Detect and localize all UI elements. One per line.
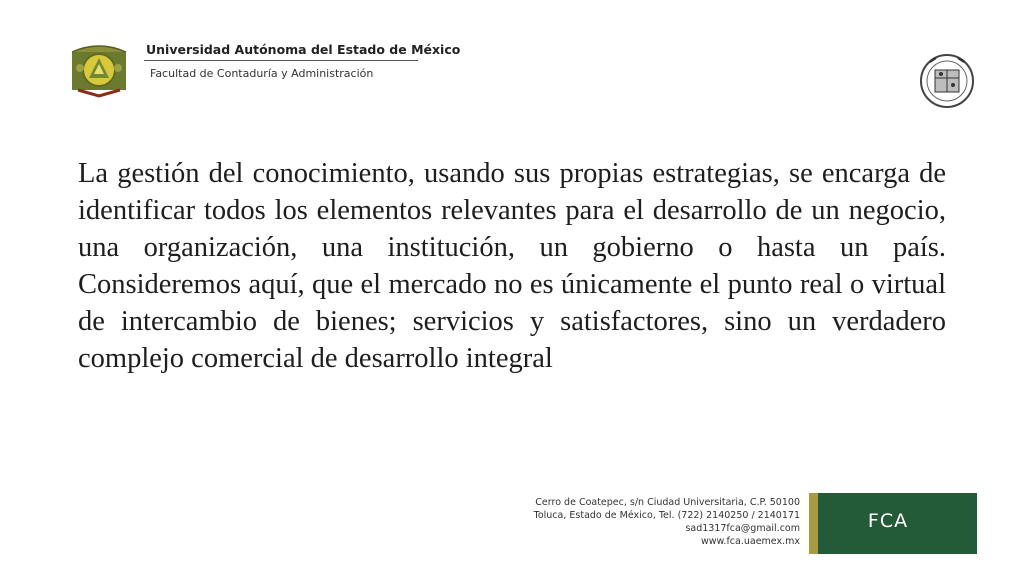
address-line-2: Toluca, Estado de México, Tel. (722) 2140250 / 2140171 [533, 510, 800, 521]
contact-info [534, 496, 800, 548]
main-paragraph: La gestión del conocimiento, usando sus propias estrategias, se encarga de identificar todos los elementos relevantes para el desarrollo de un negocio, una organización, una institución, un gobierno o hasta un país. Consideremos aquí, que el mercado no es únicamente el punto real o virtual de intercambio de bienes; servicios y satisfactores, sino un verdadero complejo comercial de desarrollo integral [78, 158, 946, 374]
fca-seal-icon [918, 52, 976, 110]
footer-accent-bar [809, 493, 818, 554]
header-divider [144, 60, 418, 61]
university-name: Universidad Autónoma del Estado de México [146, 42, 461, 57]
uaem-logo [68, 38, 130, 100]
fca-badge-label: FCA [867, 510, 909, 532]
contact-email: sad1317fca@gmail.com [685, 523, 800, 534]
contact-website: www.fca.uaemex.mx [700, 536, 800, 547]
faculty-name: Facultad de Contaduría y Administración [150, 67, 374, 80]
address-line-1: Cerro de Coatepec, s/n Ciudad Universitaria, C.P. 50100 [535, 497, 800, 508]
